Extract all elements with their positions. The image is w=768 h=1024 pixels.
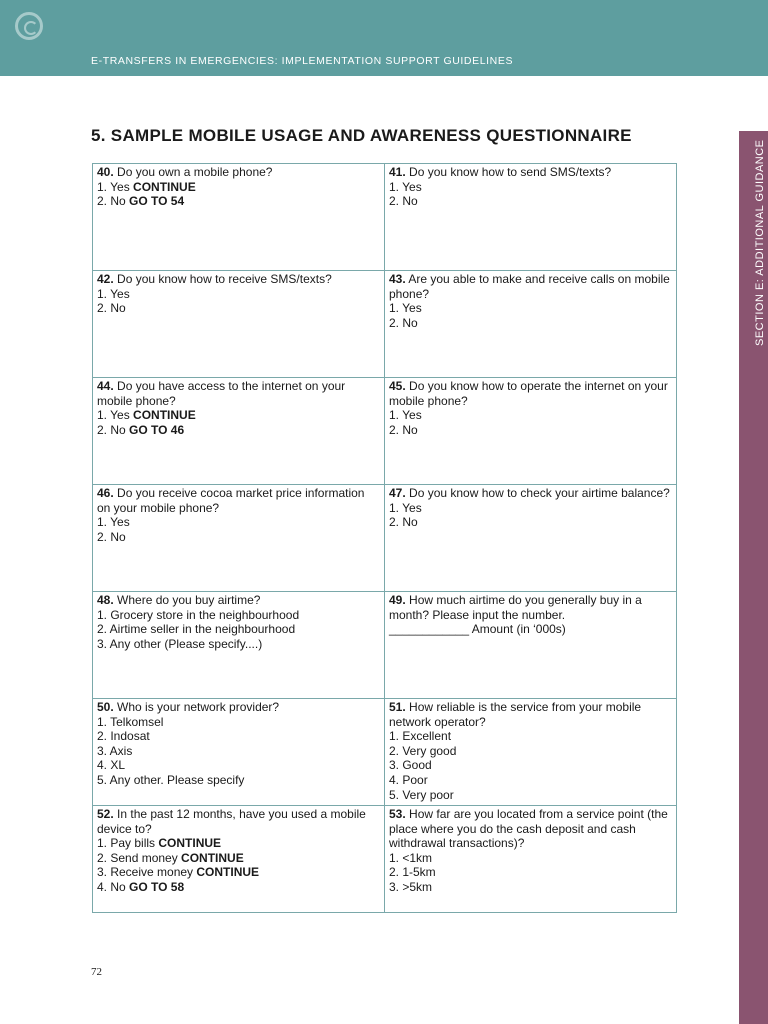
- question-label: Are you able to make and receive calls on mobile phone?: [389, 272, 670, 301]
- question-label: Do you know how to check your airtime balance?: [405, 486, 670, 500]
- answer-option-text: 2. No: [97, 529, 126, 544]
- answer-option-text: 2. Airtime seller in the neighbourhood: [97, 622, 296, 637]
- skip-instruction: CONTINUE: [193, 865, 260, 880]
- answer-option-text: 1. Yes: [389, 179, 422, 194]
- answer-option-text: 4. No: [97, 879, 126, 894]
- answer-option-text: 1. Yes: [97, 515, 130, 530]
- question-cell: [93, 164, 385, 271]
- page-number: 72: [91, 966, 102, 978]
- question-cell: [93, 485, 385, 592]
- question-number: 50.: [97, 700, 114, 714]
- answer-option: [97, 851, 380, 866]
- answer-option: [389, 408, 672, 423]
- answer-option-text: 4. Poor: [389, 772, 428, 787]
- answer-option-text: ____________ Amount (in ‘000s): [389, 622, 566, 637]
- answer-option: [389, 729, 672, 744]
- question-text: [97, 700, 380, 715]
- answer-option-text: 3. Good: [389, 758, 432, 773]
- table-row: [93, 806, 677, 913]
- question-label: How far are you located from a service point (the place where you do the cash deposit and cash withdrawal transactions)?: [389, 807, 668, 851]
- answer-option: [389, 316, 672, 331]
- question-text: [97, 807, 380, 836]
- answer-option-text: 2. No: [389, 422, 418, 437]
- answer-option: [389, 194, 672, 209]
- answer-option: [97, 836, 380, 851]
- table-row: [93, 592, 677, 699]
- question-text: [97, 272, 380, 287]
- section-title: 5. SAMPLE MOBILE USAGE AND AWARENESS QUESTIONNAIRE: [91, 126, 632, 145]
- question-label: Do you have access to the internet on your mobile phone?: [97, 379, 346, 408]
- question-label: How much airtime do you generally buy in a month? Please input the number.: [389, 593, 642, 622]
- answer-option: [389, 773, 672, 788]
- answer-option-text: 3. >5km: [389, 879, 433, 894]
- question-cell: [385, 378, 677, 485]
- skip-instruction: GO TO 46: [125, 422, 185, 437]
- answer-option-text: 2. No: [389, 194, 418, 209]
- answer-option: [389, 515, 672, 530]
- question-number: 51.: [389, 700, 406, 714]
- skip-instruction: CONTINUE: [129, 179, 196, 194]
- logo-icon: [15, 12, 43, 40]
- skip-instruction: CONTINUE: [155, 836, 222, 851]
- answer-option-text: 1. <1km: [389, 850, 433, 865]
- table-row: [93, 485, 677, 592]
- answer-option: [97, 637, 380, 652]
- question-label: Do you receive cocoa market price information on your mobile phone?: [97, 486, 365, 515]
- answer-option-text: 1. Yes: [97, 408, 130, 423]
- question-number: 53.: [389, 807, 406, 821]
- question-text: [389, 379, 672, 408]
- answer-option-text: 1. Excellent: [389, 729, 452, 744]
- question-cell: [93, 806, 385, 913]
- answer-option-text: 1. Pay bills: [97, 836, 156, 851]
- table-row: [93, 378, 677, 485]
- questionnaire-table: [92, 163, 677, 913]
- answer-option: [97, 408, 380, 423]
- answer-option: [389, 180, 672, 195]
- answer-option-text: 2. 1-5km: [389, 865, 436, 880]
- answer-option-text: 3. Axis: [97, 743, 133, 758]
- answer-option: [389, 851, 672, 866]
- question-number: 44.: [97, 379, 114, 393]
- answer-option: [389, 301, 672, 316]
- question-number: 45.: [389, 379, 406, 393]
- answer-option: [389, 501, 672, 516]
- question-text: [389, 593, 672, 622]
- answer-option-text: 2. No: [389, 315, 418, 330]
- answer-option: [97, 608, 380, 623]
- answer-option: [97, 515, 380, 530]
- answer-option: [389, 423, 672, 438]
- question-cell: [385, 806, 677, 913]
- answer-option: [389, 622, 672, 637]
- answer-option-text: 2. Very good: [389, 743, 457, 758]
- question-text: [389, 807, 672, 851]
- question-text: [389, 700, 672, 729]
- question-cell: [385, 592, 677, 699]
- answer-option: [97, 715, 380, 730]
- question-label: Do you know how to send SMS/texts?: [405, 165, 612, 179]
- side-tab-label: SECTION E: ADDITIONAL GUIDANCE: [754, 139, 766, 346]
- answer-option-text: 3. Any other (Please specify....): [97, 636, 263, 651]
- answer-option: [389, 788, 672, 803]
- answer-option: [389, 758, 672, 773]
- answer-option: [97, 865, 380, 880]
- skip-instruction: CONTINUE: [129, 408, 196, 423]
- answer-option-text: 2. No: [389, 515, 418, 530]
- question-label: How reliable is the service from your mobile network operator?: [389, 700, 642, 729]
- question-text: [97, 486, 380, 515]
- question-number: 47.: [389, 486, 406, 500]
- answer-option-text: 2. Indosat: [97, 729, 150, 744]
- header-title: E-TRANSFERS IN EMERGENCIES: IMPLEMENTATION SUPPORT GUIDELINES: [91, 55, 514, 67]
- question-cell: [93, 271, 385, 378]
- answer-option-text: 5. Very poor: [389, 787, 454, 802]
- question-number: 42.: [97, 272, 114, 286]
- answer-option: [97, 287, 380, 302]
- answer-option-text: 5. Any other. Please specify: [97, 772, 245, 787]
- answer-option-text: 2. No: [97, 422, 126, 437]
- question-text: [97, 165, 380, 180]
- question-cell: [385, 271, 677, 378]
- answer-option-text: 1. Yes: [97, 286, 130, 301]
- answer-option: [97, 622, 380, 637]
- answer-option-text: 2. Send money: [97, 850, 178, 865]
- answer-option: [97, 194, 380, 209]
- answer-option: [97, 530, 380, 545]
- question-label: In the past 12 months, have you used a mobile device to?: [97, 807, 366, 836]
- question-label: Do you own a mobile phone?: [113, 165, 273, 179]
- table-row: [93, 699, 677, 806]
- question-number: 52.: [97, 807, 114, 821]
- answer-option: [97, 423, 380, 438]
- question-number: 49.: [389, 593, 406, 607]
- question-cell: [93, 592, 385, 699]
- question-number: 46.: [97, 486, 114, 500]
- answer-option: [97, 744, 380, 759]
- answer-option: [389, 744, 672, 759]
- question-label: Do you know how to operate the internet on your mobile phone?: [389, 379, 668, 408]
- question-cell: [385, 164, 677, 271]
- question-number: 41.: [389, 165, 406, 179]
- header-band: [0, 0, 768, 76]
- question-label: Who is your network provider?: [113, 700, 280, 714]
- question-number: 48.: [97, 593, 114, 607]
- question-cell: [385, 699, 677, 806]
- question-text: [97, 593, 380, 608]
- answer-option-text: 1. Yes: [389, 500, 422, 515]
- answer-option-text: 2. No: [97, 301, 126, 316]
- answer-option: [97, 301, 380, 316]
- answer-option: [97, 880, 380, 895]
- table-row: [93, 271, 677, 378]
- skip-instruction: GO TO 58: [125, 879, 185, 894]
- answer-option-text: 4. XL: [97, 758, 126, 773]
- answer-option-text: 1. Yes: [97, 179, 130, 194]
- question-number: 43.: [389, 272, 406, 286]
- answer-option: [97, 758, 380, 773]
- question-cell: [93, 378, 385, 485]
- answer-option: [97, 729, 380, 744]
- question-cell: [93, 699, 385, 806]
- question-cell: [385, 485, 677, 592]
- answer-option: [97, 773, 380, 788]
- answer-option-text: 1. Yes: [389, 301, 422, 316]
- answer-option-text: 1. Grocery store in the neighbourhood: [97, 607, 300, 622]
- table-row: [93, 164, 677, 271]
- answer-option: [97, 180, 380, 195]
- question-text: [97, 379, 380, 408]
- skip-instruction: GO TO 54: [125, 194, 185, 209]
- answer-option-text: 3. Receive money: [97, 865, 194, 880]
- question-label: Do you know how to receive SMS/texts?: [113, 272, 332, 286]
- question-text: [389, 165, 672, 180]
- answer-option: [389, 880, 672, 895]
- answer-option-text: 2. No: [97, 194, 126, 209]
- answer-option-text: 1. Yes: [389, 408, 422, 423]
- question-number: 40.: [97, 165, 114, 179]
- skip-instruction: CONTINUE: [177, 850, 244, 865]
- question-text: [389, 486, 672, 501]
- answer-option-text: 1. Telkomsel: [97, 714, 164, 729]
- answer-option: [389, 865, 672, 880]
- question-label: Where do you buy airtime?: [113, 593, 261, 607]
- question-text: [389, 272, 672, 301]
